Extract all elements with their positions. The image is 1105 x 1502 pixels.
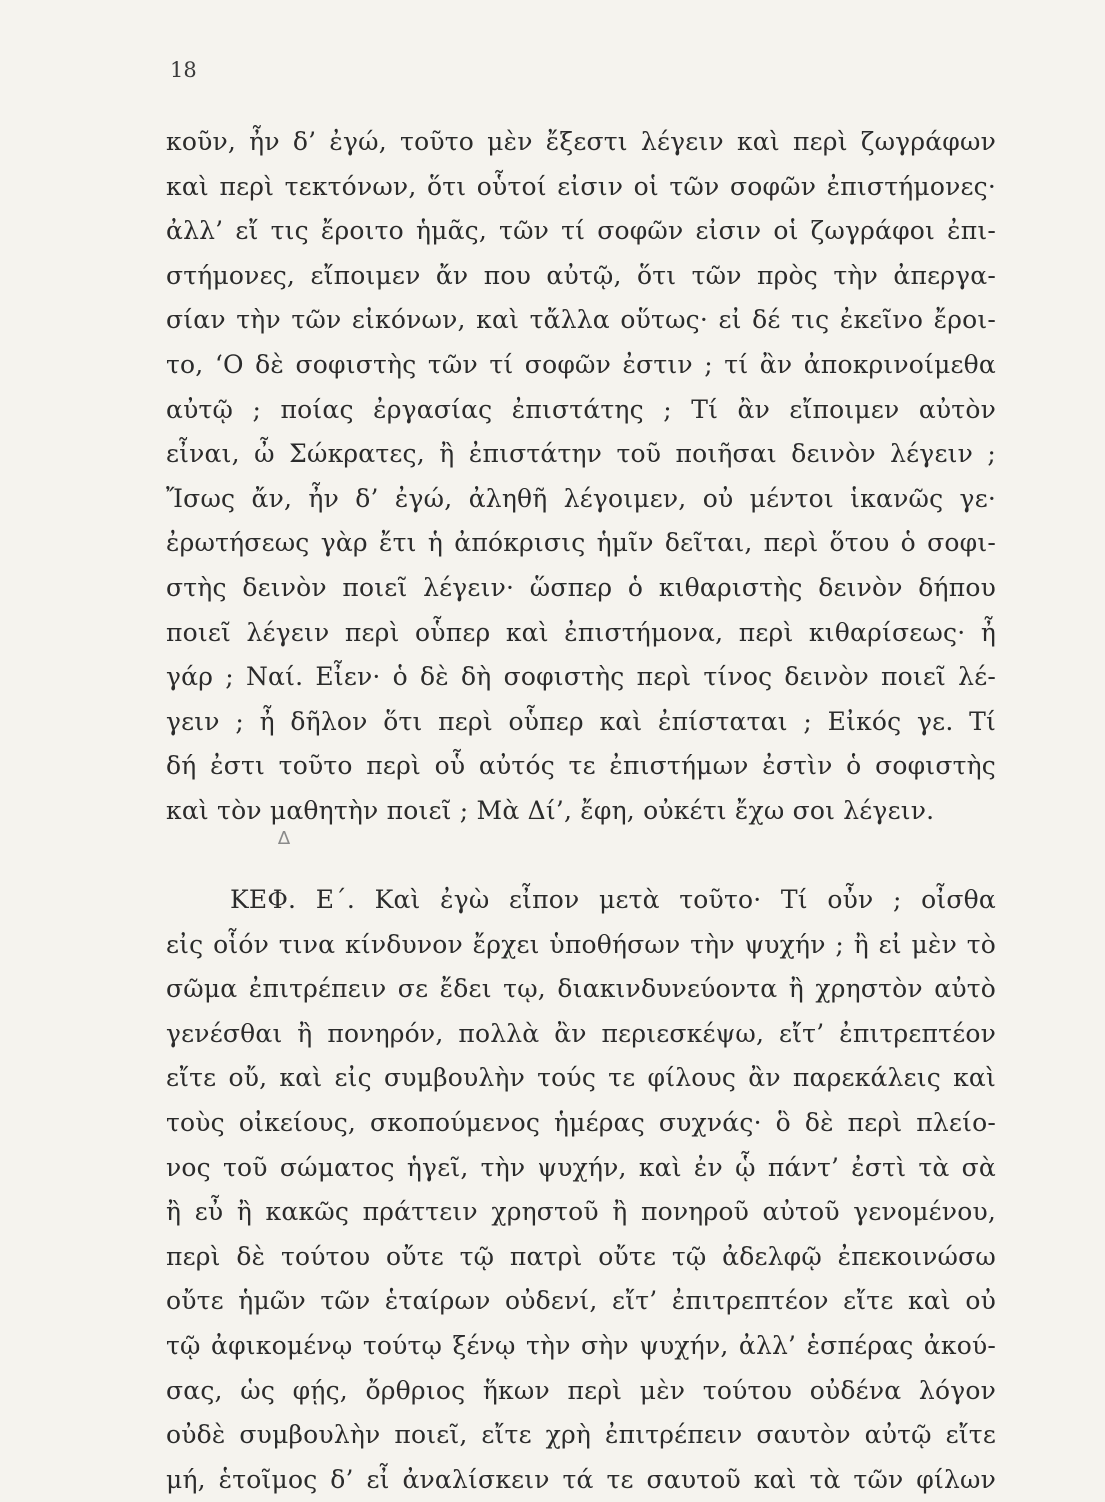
text-line: γάρ ; Ναί. Εἶεν· ὁ δὲ δὴ σοφιστὴς περὶ τίνος δεινὸν ποιεῖ λέ- [166,662,996,692]
text-line: καὶ περὶ τεκτόνων, ὅτι οὗτοί εἰσιν οἱ τῶν σοφῶν ἐπιστήμονες· [166,171,996,201]
text-line: σῶμα ἐπιτρέπειν σε ἔδει τῳ, διακινδυνεύοντα ἢ χρηστὸν αὐτὸ [166,974,996,1004]
text-line: ποιεῖ λέγειν περὶ οὗπερ καὶ ἐπιστήμονα, περὶ κιθαρίσεως· ἦ [166,617,996,647]
page-number: 18 [170,58,197,82]
text-line: τῷ ἀφικομένῳ τούτῳ ξένῳ τὴν σὴν ψυχήν, ἀλλ’ ἑσπέρας ἀκού- [166,1331,996,1361]
text-line: οὐδὲ συμβουλὴν ποιεῖ, εἴτε χρὴ ἐπιτρέπειν σαυτὸν αὐτῷ εἴτε [166,1420,996,1450]
text-line: Ἴσως ἄν, ἦν δ’ ἐγώ, ἀληθῆ λέγοιμεν, οὐ μέντοι ἱκανῶς γε· [166,483,996,513]
text-line: κοῦν, ἦν δ’ ἐγώ, τοῦτο μὲν ἔξεστι λέγειν καὶ περὶ ζωγράφων [166,127,996,156]
margin-mark-glyph: ∆ [278,827,291,849]
text-line: καὶ τὸν μαθητὴν ποιεῖ ; Μὰ Δί’, ἔφη, οὐκέτι ἔχω σοι λέγειν. [166,795,935,825]
margin-mark [166,827,996,879]
text-line: εἶναι, ὦ Σώκρατες, ἢ ἐπιστάτην τοῦ ποιῆσαι δεινὸν λέγειν ; [166,439,996,469]
text-line: στήμονες, εἴποιμεν ἄν που αὐτῷ, ὅτι τῶν πρὸς τὴν ἀπεργα- [166,260,996,290]
text-line: ἀλλ’ εἴ τις ἔροιτο ἡμᾶς, τῶν τί σοφῶν εἰσιν οἱ ζωγράφοι ἐπι- [166,216,996,246]
text-line: νος τοῦ σώματος ἡγεῖ, τὴν ψυχήν, καὶ ἐν ᾧ πάντ’ ἐστὶ τὰ σὰ [166,1152,996,1182]
text-line: οὔτε ἡμῶν τῶν ἑταίρων οὐδενί, εἴτ’ ἐπιτρεπτέον εἴτε καὶ οὐ [166,1286,996,1316]
text-line: γειν ; ἦ δῆλον ὅτι περὶ οὗπερ καὶ ἐπίσταται ; Εἰκός γε. Τί [166,706,996,736]
text-line: περὶ δὲ τούτου οὔτε τῷ πατρὶ οὔτε τῷ ἀδελφῷ ἐπεκοινώσω [166,1241,996,1271]
chapter-heading-line: ΚΕΦ. Ε΄. Καὶ ἐγὼ εἶπον μετὰ τοῦτο· Τί οὖν ; οἶσθα [230,885,996,915]
text-line: στὴς δεινὸν ποιεῖ λέγειν· ὥσπερ ὁ κιθαριστὴς δεινὸν δήπου [166,572,996,602]
text-line: γενέσθαι ἢ πονηρόν, πολλὰ ἂν περιεσκέψω, εἴτ’ ἐπιτρεπτέον [166,1018,996,1048]
text-line: σίαν τὴν τῶν εἰκόνων, καὶ τἄλλα οὕτως· εἰ δέ τις ἐκεῖνο ἔροι- [166,305,996,335]
text-line: ἢ εὖ ἢ κακῶς πράττειν χρηστοῦ ἢ πονηροῦ αὐτοῦ γενομένου, [166,1197,996,1227]
text-line: ἐρωτήσεως γὰρ ἔτι ἡ ἀπόκρισις ἡμῖν δεῖται, περὶ ὅτου ὁ σοφι- [166,528,996,558]
text-line: δή ἐστι τοῦτο περὶ οὗ αὐτός τε ἐπιστήμων ἐστὶν ὁ σοφιστὴς [166,751,996,781]
text-line: σας, ὡς φῄς, ὄρθριος ἥκων περὶ μὲν τούτου οὐδένα λόγον [166,1375,996,1405]
text-line: εἰς οἷόν τινα κίνδυνον ἔρχει ὑποθήσων τὴν ψυχήν ; ἢ εἰ μὲν τὸ [166,929,996,959]
text-line: μή, ἑτοῖμος δ’ εἶ ἀναλίσκειν τά τε σαυτοῦ καὶ τὰ τῶν φίλων [166,1464,996,1494]
text-line: εἴτε οὔ, καὶ εἰς συμβουλὴν τούς τε φίλους ἂν παρεκάλεις καὶ [166,1063,996,1093]
text-line: το, ‘Ο δὲ σοφιστὴς τῶν τί σοφῶν ἐστιν ; τί ἂν ἀποκρινοίμεθα [166,349,996,379]
body-text [166,120,996,1502]
text-line: τοὺς οἰκείους, σκοπούμενος ἡμέρας συχνάς· ὃ δὲ περὶ πλείο- [166,1108,996,1138]
text-line: αὐτῷ ; ποίας ἐργασίας ἐπιστάτης ; Τί ἂν εἴποιμεν αὐτὸν [166,394,996,424]
